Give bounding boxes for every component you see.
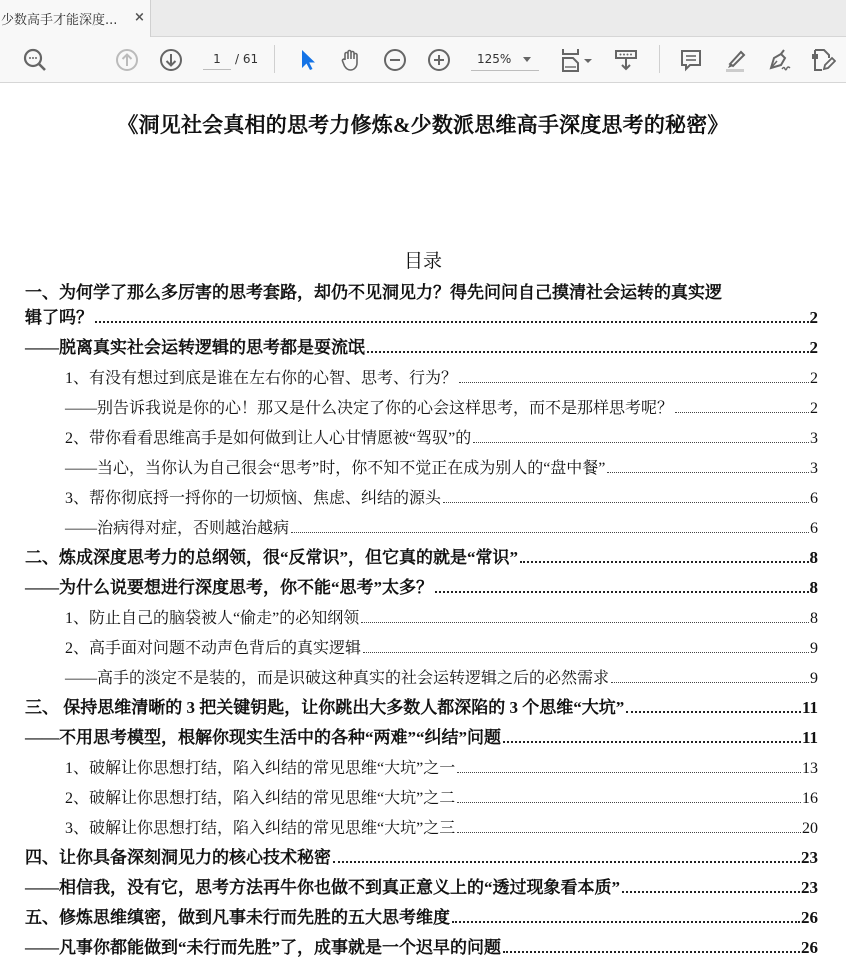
fit-page-icon[interactable]: [560, 47, 596, 73]
page-total: / 61: [235, 52, 259, 66]
toc-leader-dots: [361, 621, 809, 623]
document-tab[interactable]: [0, 0, 151, 37]
toc-page-number: 13: [802, 760, 818, 777]
toc-entry[interactable]: [65, 604, 818, 628]
tab-bar: [0, 0, 846, 37]
toc-leader-dots: [457, 771, 801, 773]
toc-leader-dots: [611, 681, 809, 683]
toc-page-number: 11: [801, 698, 818, 717]
toc-entry[interactable]: [25, 934, 818, 958]
toc-leader-dots: [367, 350, 809, 353]
toc-entry-text: ——相信我，没有它，思考方法再牛你也做不到真正意义上的“透过现象看本质”: [25, 878, 620, 897]
toc-entry-text: ——治病得对症，否则越治越病: [65, 520, 290, 537]
toc-entry-text: 2、高手面对问题不动声色背后的真实逻辑: [65, 640, 362, 657]
toc-leader-dots: [452, 920, 800, 923]
toc-page-number: 11: [801, 728, 818, 747]
document-title: 《洞见社会真相的思考力修炼&少数派思维高手深度思考的秘密》: [117, 113, 729, 137]
toc-entry[interactable]: [25, 334, 818, 358]
page-number-input[interactable]: [203, 49, 231, 70]
toc-page-number: 8: [809, 548, 818, 567]
toc-entry-text: ——为什么说要想进行深度思考，你不能“思考”太多？: [25, 578, 433, 597]
toc-entry[interactable]: [65, 784, 818, 808]
toc-leader-dots: [457, 801, 801, 803]
comment-icon[interactable]: [678, 47, 704, 73]
toc-entry[interactable]: [65, 424, 818, 448]
toc-entry-text: ——凡事你都能做到“未行而先胜”了，成事就是一个迟早的问题: [25, 938, 501, 957]
select-cursor-icon[interactable]: [295, 47, 321, 73]
toc-leader-dots: [607, 471, 809, 473]
toc-leader-dots: [457, 831, 801, 833]
toc-entry-text: 1、防止自己的脑袋被人“偷走”的必知纲领: [65, 610, 360, 627]
toc-entry-text: 1、有没有想过到底是谁在左右你的心智、思考、行为？: [65, 370, 458, 387]
toc-page-number: 23: [801, 848, 818, 867]
toc-entry-text: 2、破解让你思想打结，陷入纠结的常见思维“大坑”之二: [65, 790, 456, 807]
toc-leader-dots: [622, 890, 800, 893]
scroll-mode-icon[interactable]: [613, 47, 639, 73]
toc-entry[interactable]: [65, 364, 818, 388]
toolbar: [0, 37, 846, 83]
toc-leader-dots: [435, 590, 809, 593]
toc-entry[interactable]: [65, 484, 818, 508]
toc-leader-dots: [503, 950, 800, 953]
toc-page-number: 6: [810, 520, 818, 537]
toc-entry-text: 五、修炼思维缜密，做到凡事未行而先胜的五大思考维度: [25, 908, 450, 927]
close-icon[interactable]: ×: [134, 10, 145, 25]
toc-entry[interactable]: [25, 544, 818, 568]
toc-entry[interactable]: [65, 394, 818, 418]
toc-heading: 目录: [403, 251, 442, 272]
toc-entry-text: 2、带你看看思维高手是如何做到让人心甘情愿被“驾驭”的: [65, 430, 472, 447]
sign-icon[interactable]: [766, 47, 792, 73]
toc-page-number: 9: [810, 640, 818, 657]
toc-entry[interactable]: [25, 904, 818, 928]
toc-leader-dots: [520, 560, 809, 563]
zoom-search-icon[interactable]: [22, 47, 48, 73]
toc-entry[interactable]: [25, 304, 818, 328]
toc-page-number: 23: [801, 878, 818, 897]
toc-page-number: 3: [810, 460, 818, 477]
toolbar-divider: [659, 45, 660, 73]
toc-entry[interactable]: [65, 754, 818, 778]
toc-entry[interactable]: [65, 454, 818, 478]
chevron-down-icon: [523, 57, 531, 62]
toc-entry[interactable]: [65, 634, 818, 658]
document-page: [0, 83, 846, 964]
toc-entry[interactable]: [65, 514, 818, 538]
toc-page-number: 2: [810, 370, 818, 387]
zoom-in-icon[interactable]: [426, 47, 452, 73]
toc-entry-text: ——当心，当你认为自己很会“思考”时，你不知不觉正在成为别人的“盘中餐”: [65, 460, 606, 477]
toc-entry[interactable]: [65, 664, 818, 688]
toc-entry-text: 1、破解让你思想打结，陷入纠结的常见思维“大坑”之一: [65, 760, 456, 777]
tab-title: 少数高手才能深度...: [1, 13, 118, 28]
toc-leader-dots: [291, 531, 809, 533]
toc-leader-dots: [503, 740, 801, 743]
toc-leader-dots: [675, 411, 809, 413]
toc-leader-dots: [333, 860, 800, 863]
toc-leader-dots: [363, 651, 809, 653]
toc-entry-text: ——不用思考模型，根解你现实生活中的各种“两难”“纠结”问题: [25, 728, 501, 747]
zoom-level-dropdown[interactable]: [471, 49, 539, 71]
toc-entry-text: 三、 保持思维清晰的 3 把关键钥匙，让你跳出大多数人都深陷的 3 个思维“大坑”: [25, 698, 625, 717]
highlight-icon[interactable]: [722, 47, 748, 73]
toc-leader-dots: [473, 441, 809, 443]
toc-entry-first-line[interactable]: 一、为何学了那么多厉害的思考套路，却仍不见洞见力？得先问问自己摸清社会运转的真实逻: [25, 283, 722, 302]
toc-page-number: 8: [809, 578, 818, 597]
toc-page-number: 20: [802, 820, 818, 837]
toc-entry-text: 辑了吗？: [25, 308, 93, 327]
toc-entry[interactable]: [25, 874, 818, 898]
toc-page-number: 26: [801, 938, 818, 957]
toc-entry-text: ——脱离真实社会运转逻辑的思考都是耍流氓: [25, 338, 365, 357]
page-down-icon[interactable]: [158, 47, 184, 73]
toc-page-number: 2: [809, 338, 818, 357]
toc-page-number: 2: [810, 400, 818, 417]
hand-tool-icon[interactable]: [338, 47, 364, 73]
toc-entry[interactable]: [65, 814, 818, 838]
toc-page-number: 9: [810, 670, 818, 687]
toc-leader-dots: [443, 501, 809, 503]
toc-entry-text: 3、破解让你思想打结，陷入纠结的常见思维“大坑”之三: [65, 820, 456, 837]
toc-page-number: 2: [809, 308, 818, 327]
toc-entry-text: ——别告诉我说是你的心！那又是什么决定了你的心会这样思考，而不是那样思考呢？: [65, 400, 674, 417]
toc-leader-dots: [459, 381, 809, 383]
toolbar-divider: [274, 45, 275, 73]
toc-page-number: 3: [810, 430, 818, 447]
toc-page-number: 8: [810, 610, 818, 627]
toc-entry[interactable]: [25, 694, 818, 718]
toc-page-number: 16: [802, 790, 818, 807]
toc-entry[interactable]: [25, 574, 818, 598]
zoom-out-icon[interactable]: [382, 47, 408, 73]
toc-entry-text: 3、帮你彻底捋一捋你的一切烦恼、焦虑、纠结的源头: [65, 490, 442, 507]
toc-entry[interactable]: [25, 724, 818, 748]
zoom-level-value: 125%: [477, 52, 512, 66]
toc-page-number: 26: [801, 908, 818, 927]
edit-pdf-icon[interactable]: [810, 47, 836, 73]
toc-leader-dots: [95, 320, 809, 323]
toc-entry-text: 二、炼成深度思考力的总纲领，很“反常识”，但它真的就是“常识”: [25, 548, 518, 567]
page-up-icon[interactable]: [114, 47, 140, 73]
toc-entry-text: 四、让你具备深刻洞见力的核心技术秘密: [25, 848, 331, 867]
toc-leader-dots: [626, 710, 801, 713]
toc-entry-text: ——高手的淡定不是装的，而是识破这种真实的社会运转逻辑之后的必然需求: [65, 670, 610, 687]
toc-entry[interactable]: [25, 844, 818, 868]
toc-page-number: 6: [810, 490, 818, 507]
